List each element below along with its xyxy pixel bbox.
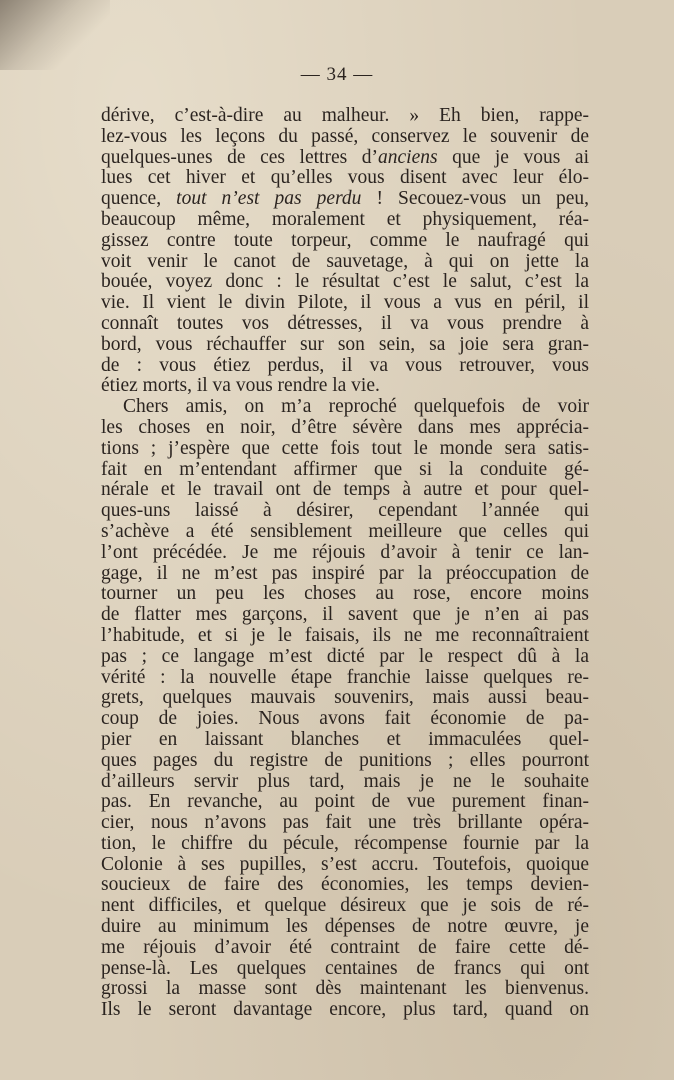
text-line: [101, 252, 589, 273]
italic-segment: anciens: [378, 147, 438, 168]
text-segment: tourner un peu les choses au rose, encore moins: [101, 584, 589, 605]
text-segment: soucieux de faire des économies, les temps devien-: [101, 875, 589, 896]
text-line: [101, 106, 589, 127]
text-segment: d’ailleurs servir plus tard, mais je ne le souhaite: [101, 771, 589, 792]
text-line: [101, 626, 589, 647]
text-line: [101, 501, 589, 522]
text-segment: lues cet hiver et qu’elles vous disent avec leur élo-: [101, 168, 589, 189]
text-line: [101, 480, 589, 501]
text-segment: fait en m’entendant affirmer que si la conduite gé-: [101, 459, 589, 480]
text-segment: cier, nous n’avons pas fait une très brillante opéra-: [101, 813, 589, 834]
page-number: — 34 —: [300, 64, 374, 85]
italic-segment: tout n’est pas perdu: [176, 189, 362, 210]
text-segment: l’ont précédée. Je me réjouis d’avoir à tenir ce lan-: [101, 542, 589, 563]
text-segment: lez-vous les leçons du passé, conservez le souvenir de: [101, 126, 589, 147]
text-line: [101, 772, 589, 793]
text-line: [101, 834, 589, 855]
text-line: [101, 979, 589, 1000]
text-segment: Ils le seront davantage encore, plus tard, quand on: [101, 1000, 589, 1021]
text-segment: tion, le chiffre du pécule, récompense fournie par la: [101, 833, 589, 854]
text-line: [101, 855, 589, 876]
text-line: [101, 272, 589, 293]
text-segment: coup de joies. Nous avons fait économie de pa-: [101, 709, 589, 730]
text-segment: beaucoup même, moralement et physiquement, réa-: [101, 209, 589, 230]
text-line: [101, 709, 589, 730]
text-segment: l’habitude, et si je le faisais, ils ne me reconnaîtraient: [101, 625, 589, 646]
text-segment: ! Secouez-vous un peu,: [361, 189, 589, 210]
text-line: [101, 1000, 589, 1021]
text-segment: bouée, voyez donc : le résultat c’est le salut, c’est la: [101, 272, 589, 293]
page-corner-shadow: [0, 0, 110, 70]
body-text: [101, 106, 589, 1021]
text-segment: pas. En revanche, au point de vue purement finan-: [101, 792, 589, 813]
text-segment: tions ; j’espère que cette fois tout le monde sera satis-: [101, 438, 589, 459]
text-segment: grets, quelques mauvais souvenirs, mais aussi beau-: [101, 688, 589, 709]
text-line: [101, 730, 589, 751]
text-line: [101, 231, 589, 252]
text-line: [101, 439, 589, 460]
text-segment: ques pages du registre de punitions ; elles pourront: [101, 750, 589, 771]
text-line: [101, 688, 589, 709]
text-segment: grossi la masse sont dès maintenant les bienvenus.: [101, 979, 589, 1000]
text-line: [101, 813, 589, 834]
text-line: [101, 168, 589, 189]
text-line: [101, 896, 589, 917]
text-line: [101, 543, 589, 564]
text-segment: voit venir le canot de sauvetage, à qui on jette la: [101, 251, 589, 272]
text-line: [101, 917, 589, 938]
text-segment: Chers amis, on m’a reproché quelquefois de voir: [123, 397, 589, 418]
text-segment: gage, il ne m’est pas inspiré par la préoccupation de: [101, 563, 589, 584]
text-segment: vie. Il vient le divin Pilote, il vous a vus en péril, il: [101, 293, 589, 314]
text-segment: vérité : la nouvelle étape franchie laisse quelques re-: [101, 667, 589, 688]
text-line: [101, 605, 589, 626]
text-segment: duire au minimum les dépenses de notre œuvre, je: [101, 917, 589, 938]
text-line: [101, 938, 589, 959]
text-segment: de : vous étiez perdus, il va vous retrouver, vous: [101, 355, 589, 376]
text-line: [101, 127, 589, 148]
text-segment: connaît toutes vos détresses, il va vous prendre à: [101, 313, 589, 334]
text-line: [101, 584, 589, 605]
text-segment: que je vous ai: [437, 147, 589, 168]
text-segment: ques-uns laissé à désirer, cependant l’année qui: [101, 501, 589, 522]
text-segment: pier en laissant blanches et immaculées quel-: [101, 729, 589, 750]
text-line: [101, 356, 589, 377]
text-segment: me réjouis d’avoir été contraint de faire cette dé-: [101, 937, 589, 958]
text-line: [101, 189, 589, 210]
text-segment: s’achève a été sensiblement meilleure que celles qui: [101, 521, 589, 542]
text-line: [101, 647, 589, 668]
text-line: [101, 293, 589, 314]
text-line: [101, 959, 589, 980]
text-line: [101, 148, 589, 169]
text-line: [101, 564, 589, 585]
text-line: [101, 397, 589, 418]
text-segment: les choses en noir, d’être sévère dans mes apprécia-: [101, 417, 589, 438]
text-segment: nérale et le travail ont de temps à autre et pour quel-: [101, 480, 589, 501]
text-line: [101, 668, 589, 689]
text-line: [101, 751, 589, 772]
text-segment: nent difficiles, et quelque désireux que je sois de ré-: [101, 896, 589, 917]
text-segment: bord, vous réchauffer sur son sein, sa joie sera gran-: [101, 334, 589, 355]
text-segment: de flatter mes garçons, il savent que je n’en ai pas: [101, 605, 589, 626]
text-line: [101, 522, 589, 543]
text-segment: dérive, c’est-à-dire au malheur. » Eh bien, rappe-: [101, 106, 589, 126]
text-segment: étiez morts, il va vous rendre la vie.: [101, 376, 380, 397]
text-line: [101, 335, 589, 356]
text-segment: Colonie à ses pupilles, s’est accru. Toutefois, quoique: [101, 854, 589, 875]
text-line: [101, 875, 589, 896]
text-line: [101, 314, 589, 335]
text-segment: quence,: [101, 189, 177, 210]
text-line: [101, 376, 589, 397]
text-line: [101, 460, 589, 481]
text-line: [101, 792, 589, 813]
text-line: [101, 210, 589, 231]
text-segment: pas ; ce langage m’est dicté par le respect dû à la: [101, 646, 589, 667]
text-line: [101, 418, 589, 439]
text-segment: quelques-unes de ces lettres d’: [101, 147, 379, 168]
text-segment: gissez contre toute torpeur, comme le naufragé qui: [101, 230, 589, 251]
text-segment: pense-là. Les quelques centaines de francs qui ont: [101, 958, 589, 979]
